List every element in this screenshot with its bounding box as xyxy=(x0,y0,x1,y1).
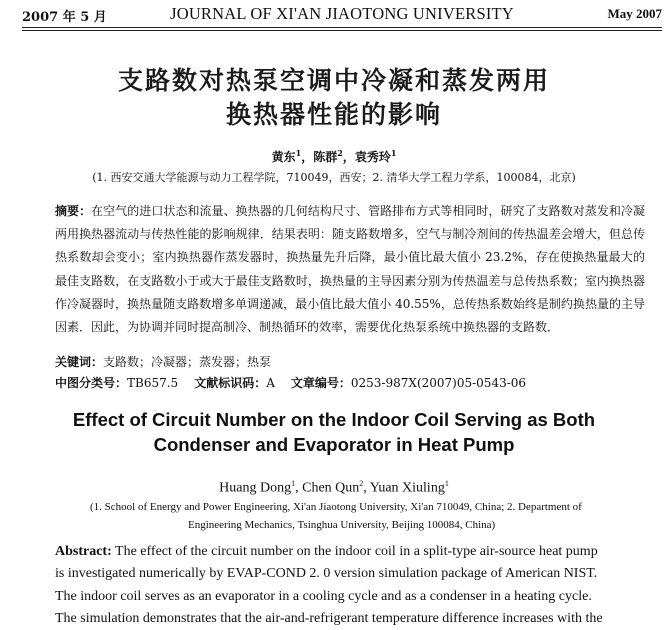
abstract-cn-line: 冷、制热循环的效率，需要优化热泵系统中换热器的支路数． xyxy=(235,320,560,335)
abstract-en-label: Abstract: xyxy=(55,544,112,559)
keywords-label: 关键词： xyxy=(55,355,104,369)
abstract-en-line: is investigated numerically by EVAP-COND 2. 0 version simulation package of American NIST. xyxy=(55,566,598,582)
author-en-3: Yuan Xiuling xyxy=(369,480,445,496)
article-number-label: 文章编号： xyxy=(290,376,351,390)
abstract-cn-label: 摘要： xyxy=(55,204,92,218)
author-en-1-sup: 1 xyxy=(291,479,296,488)
abstract-cn-line: 小值比最大值小 40.55%，总传热系数始终是制约换热量的主导因素．因此，为协调并同时提高制 xyxy=(55,296,645,335)
author-cn-3-sup: 1 xyxy=(390,148,397,158)
title-en-line-2: Condenser and Evaporator in Heat Pump xyxy=(153,434,515,455)
author-sep: ， xyxy=(342,150,355,164)
abstract-cn xyxy=(55,200,645,339)
abstract-en-line: The simulation demonstrates that the air-and-refrigerant temperature difference increases with the xyxy=(55,610,603,626)
affiliation-en-line-1: (1. School of Energy and Power Engineering, Xi'an Jiaotong University, Xi'an 710049, China; 2. Department of xyxy=(90,501,582,513)
author-cn-2: 陈群 xyxy=(313,150,338,164)
abstract-cn-line: 导因素分别为传热温差与总传热系数；室内换热器作冷凝器时，换热量随支路数增多单调递减，最 xyxy=(55,273,645,311)
keywords-text: 支路数；冷凝器；蒸发器；热泵 xyxy=(103,355,272,369)
classification-line xyxy=(55,374,526,391)
author-en-2: Chen Qun xyxy=(302,480,360,496)
author-en-1: Huang Dong xyxy=(219,480,292,496)
keywords-cn xyxy=(55,353,271,370)
author-en-3-sup: 1 xyxy=(444,479,449,488)
author-cn-2-sup: 2 xyxy=(337,148,343,158)
clc-label: 中图分类号： xyxy=(55,376,128,390)
abstract-en-line-1-text: The effect of the circuit number on the indoor coil in a split-type air-source heat pump xyxy=(111,544,598,559)
title-en-line-1: Effect of Circuit Number on the Indoor Coil Serving as Both xyxy=(72,409,596,430)
running-header xyxy=(22,4,662,26)
author-sep: ， xyxy=(301,150,314,164)
abstract-en-line xyxy=(55,541,649,563)
abstract-en-line: The indoor coil serves as an evaporator in a cooling cycle and as a condenser in a heating cycle. xyxy=(55,588,592,604)
affiliation-en-line-2: Engineering Mechanics, Tsinghua University, Beijing 100084, China) xyxy=(188,519,496,531)
abstract-cn-line: 大值小 23.2%，存在使换热量最大的最佳支路数，在支路数小于或大于最佳支路数时，换热量的主 xyxy=(55,250,645,288)
affiliation-en xyxy=(90,498,608,534)
doc-code-value: A xyxy=(266,376,275,390)
author-cn-1: 黄东 xyxy=(271,150,296,164)
authors-en xyxy=(0,479,668,497)
title-cn-line-2: 换热器性能的影响 xyxy=(225,100,442,129)
author-sep: , xyxy=(295,480,303,496)
header-journal-name: JOURNAL OF XI'AN JIAOTONG UNIVERSITY xyxy=(170,4,514,23)
doc-code-label: 文献标识码： xyxy=(194,376,267,390)
author-sep: , xyxy=(363,480,370,496)
clc-value: TB657.5 xyxy=(127,376,179,390)
article-number-value: 0253-987X(2007)05-0543-06 xyxy=(350,376,527,390)
author-cn-3: 袁秀玲 xyxy=(354,150,391,164)
authors-cn xyxy=(0,148,668,165)
header-date-cn: 2007 年 5 月 xyxy=(22,10,107,25)
abstract-cn-line: 在空气的进口状态和流量、换热器的几何结构尺寸、管路排布方式等相同时，研究了支路数 xyxy=(91,204,573,218)
header-rule-thick xyxy=(22,27,662,28)
title-cn-line-1: 支路数对热泵空调中冷凝和蒸发两用 xyxy=(117,66,550,95)
abstract-cn-line: 的传热温差会增大，但总传热系数却会变小；室内换热器作蒸发器时，换热量先升后降，最小值比最 xyxy=(55,227,645,265)
header-rule-thin xyxy=(22,30,662,31)
abstract-cn-line: 对蒸发和冷凝两用换热器流动与传热性能的影响规律．结果表明：随支路数增多，空气与制冷剂间 xyxy=(55,204,645,242)
abstract-en xyxy=(55,541,649,630)
author-cn-1-sup: 1 xyxy=(295,148,302,158)
author-en-2-sup: 2 xyxy=(359,479,364,488)
affiliation-cn: (1. 西安交通大学能源与动力工程学院，710049，西安；2. 清华大学工程力学系，100084，北京) xyxy=(92,171,576,184)
header-date-en: May 2007 xyxy=(607,6,662,21)
